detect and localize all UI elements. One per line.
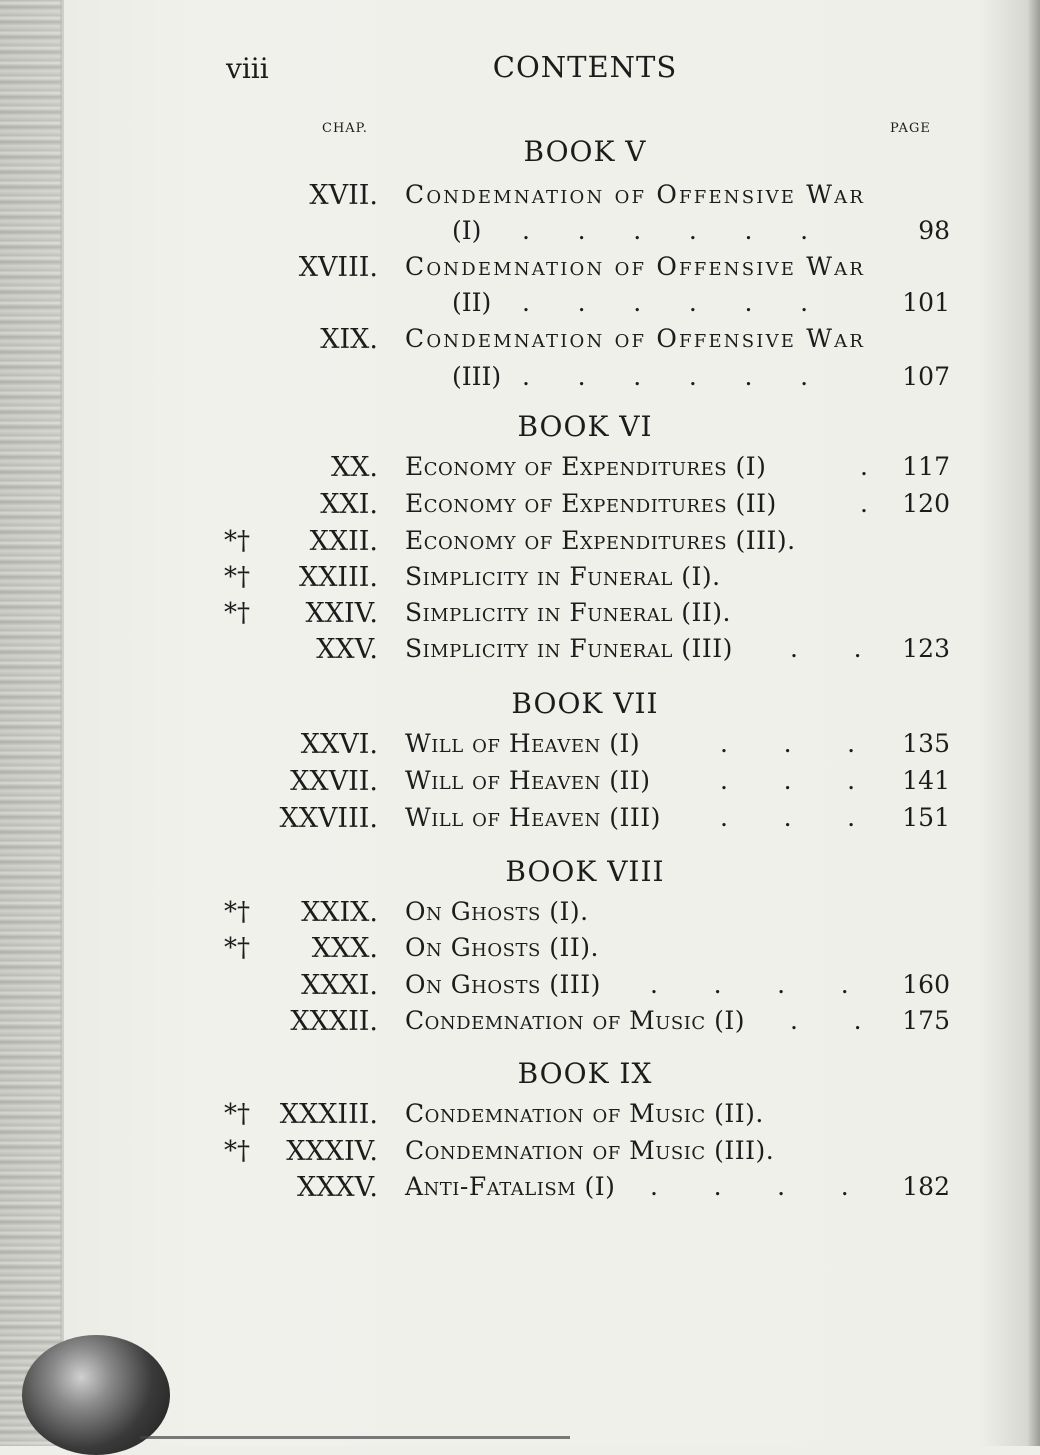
chapter-title: Economy of Expenditures (III). (405, 526, 796, 555)
leader-dots: . . . . . . (522, 288, 809, 317)
leader-dots: . . . (720, 729, 856, 758)
leader-dots: . (860, 489, 868, 518)
chapter-title-continuation: (III) (452, 362, 502, 391)
toc-entry-continuation (0, 362, 1040, 398)
toc-entry (0, 1136, 1040, 1172)
leader-dots: . . . (720, 766, 856, 795)
entry-mark: *† (224, 562, 250, 592)
leader-dots: . (860, 452, 868, 481)
chapter-number: XXXV. (296, 1172, 378, 1203)
page-ref: 160 (902, 970, 950, 999)
chapter-title: Anti-Fatalism (I) (405, 1172, 616, 1201)
page-column-header: PAGE (890, 121, 931, 136)
chapter-title: On Ghosts (II). (405, 933, 599, 962)
page-number: viii (226, 52, 269, 85)
toc-entry (0, 803, 1040, 839)
chapter-number: XXXII. (290, 1006, 378, 1037)
book-heading: BOOK VIII (505, 855, 665, 888)
chapter-title: Simplicity in Funeral (II). (405, 598, 731, 627)
chapter-number: XX. (330, 452, 378, 483)
entry-mark: *† (224, 526, 250, 556)
toc-entry (0, 324, 1040, 360)
toc-entry (0, 526, 1040, 562)
chapter-title: On Ghosts (III) (405, 970, 601, 999)
chapter-title: Economy of Expenditures (II) (405, 489, 777, 518)
chapter-number: XXV. (316, 634, 378, 665)
chapter-number: XVIII. (298, 252, 378, 283)
page-ref: 98 (918, 216, 950, 245)
chapter-title: Will of Heaven (III) (405, 803, 661, 832)
toc-entry (0, 729, 1040, 765)
book-heading: BOOK V (523, 135, 647, 168)
leader-dots: . . (790, 1006, 862, 1035)
toc-entry (0, 766, 1040, 802)
chapter-number: XXXI. (301, 970, 378, 1001)
toc-entry (0, 489, 1040, 525)
page-ref: 101 (902, 288, 950, 317)
entry-mark: *† (224, 1099, 250, 1129)
page-ref: 120 (902, 489, 950, 518)
page-ref: 141 (902, 766, 950, 795)
chapter-title: Condemnation of Offensive War (405, 252, 866, 281)
leader-dots: . . . . (650, 1172, 849, 1201)
page-ref: 107 (902, 362, 950, 391)
toc-entry (0, 634, 1040, 670)
leader-dots: . . . . . . (522, 362, 809, 391)
toc-entry (0, 598, 1040, 634)
chapter-number: XXIII. (298, 562, 378, 593)
book-heading: BOOK IX (517, 1057, 653, 1090)
chapter-title: Simplicity in Funeral (I). (405, 562, 721, 591)
toc-entry (0, 180, 1040, 216)
toc-entry (0, 452, 1040, 488)
book-heading: BOOK VII (511, 687, 659, 720)
page-ref: 123 (902, 634, 950, 663)
chapter-title: Condemnation of Music (I) (405, 1006, 745, 1035)
chapter-title: Economy of Expenditures (I) (405, 452, 767, 481)
chapter-title: Simplicity in Funeral (III) (405, 634, 733, 663)
chapter-number: XXIV. (305, 598, 378, 629)
leader-dots: . . (790, 634, 862, 663)
toc-entry-continuation (0, 216, 1040, 252)
book-heading: BOOK VI (517, 410, 653, 443)
chapter-number: XXVI. (300, 729, 378, 760)
chapter-title-continuation: (I) (452, 216, 482, 245)
chapter-title: Condemnation of Music (II). (405, 1099, 764, 1128)
page-ref: 151 (902, 803, 950, 832)
toc-entry (0, 252, 1040, 288)
leader-dots: . . . (720, 803, 856, 832)
chapter-title: Will of Heaven (I) (405, 729, 641, 758)
chapter-title: Will of Heaven (II) (405, 766, 651, 795)
entry-mark: *† (224, 598, 250, 628)
toc-entry (0, 562, 1040, 598)
chapter-number: XXII. (309, 526, 378, 557)
entry-mark: *† (224, 897, 250, 927)
page-bottom-line (140, 1436, 570, 1439)
chapter-number: XXVIII. (279, 803, 378, 834)
page-ref: 175 (902, 1006, 950, 1035)
page-title: CONTENTS (492, 50, 678, 84)
entry-mark: *† (224, 933, 250, 963)
leader-dots: . . . . (650, 970, 849, 999)
chapter-number: XXVII. (290, 766, 378, 797)
chapter-number: XVII. (309, 180, 378, 211)
page-ref: 182 (902, 1172, 950, 1201)
chapter-title: Condemnation of Offensive War (405, 180, 866, 209)
chapter-title-continuation: (II) (452, 288, 492, 317)
toc-entry (0, 1006, 1040, 1042)
page-ref: 135 (902, 729, 950, 758)
chapter-number: XXX. (311, 933, 378, 964)
chapter-title: Condemnation of Offensive War (405, 324, 866, 353)
toc-entry (0, 1099, 1040, 1135)
chapter-number: XXXIII. (279, 1099, 378, 1130)
leader-dots: . . . . . . (522, 216, 809, 245)
chapter-number: XIX. (320, 324, 378, 355)
toc-entry-continuation (0, 288, 1040, 324)
entry-mark: *† (224, 1136, 250, 1166)
chap-column-header: CHAP. (322, 121, 368, 136)
chapter-number: XXIX. (301, 897, 378, 928)
page-ref: 117 (902, 452, 950, 481)
chapter-title: Condemnation of Music (III). (405, 1136, 775, 1165)
chapter-number: XXXIV. (286, 1136, 378, 1167)
toc-entry (0, 1172, 1040, 1208)
toc-entry (0, 933, 1040, 969)
chapter-title: On Ghosts (I). (405, 897, 589, 926)
chapter-number: XXI. (320, 489, 378, 520)
toc-entry (0, 897, 1040, 933)
toc-entry (0, 970, 1040, 1006)
